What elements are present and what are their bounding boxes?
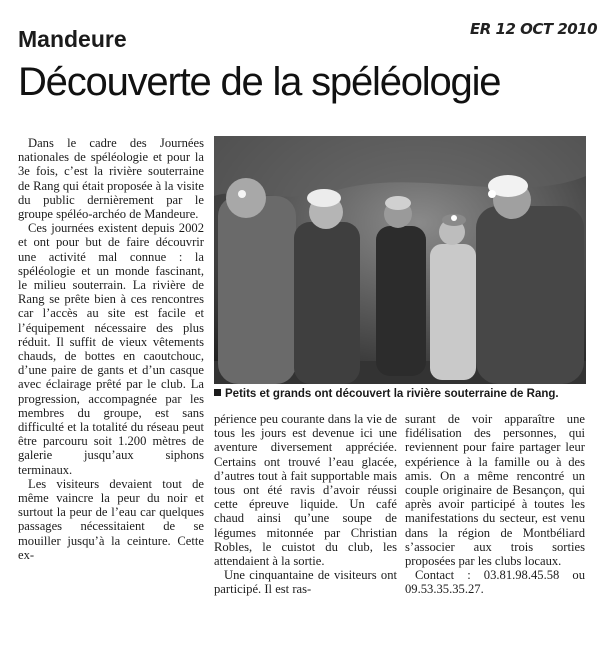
handwritten-date-annotation: ER 12 OCT 2010 (470, 20, 598, 38)
article-column-3 (405, 412, 585, 597)
locality-heading: Mandeure (18, 26, 127, 52)
article-column-1 (18, 136, 204, 562)
paragraph: surant de voir apparaître une fidélisation des personnes, qui reviennent pour faire partager leur expérience à la famille ou à des amis. On a même rencontré un couple originaire de Besançon, qui après avoir participé à toutes les manifestations du secteur, est venu dans la région de Montbéliard s’associer aux trois sorties proposées par les clubs locaux. (405, 412, 585, 569)
article-photo (214, 136, 586, 384)
article-headline: Découverte de la spéléologie (18, 60, 501, 104)
paragraph: Les visiteurs devaient tout de même vaincre la peur du noir et surtout la peur de l’eau car quelques passages nécessitaient de se mouiller jusqu’à la ceinture. Cette ex- (18, 476, 204, 562)
contact-line: Contact : 03.81.98.45.58 ou 09.53.35.35.27. (405, 568, 585, 597)
paragraph: périence peu courante dans la vie de tous les jours est devenue ici une aventure diversement appréciée. Certains ont trouvé l’eau glacée, d’autres tout à fait supportable mais tous ont été ravis d’avoir réussi cette épreuve liquide. Un café chaud ainsi qu’une soupe de légumes mitonnée par Christian Robles, le cuistot du club, les attendaient à la sortie. (214, 412, 397, 569)
photo-caption (214, 388, 586, 400)
photo-caption-text: Petits et grands ont découvert la rivière souterraine de Rang. (225, 388, 559, 400)
article-column-2 (214, 412, 397, 597)
paragraph: Une cinquantaine de visiteurs ont participé. Il est ras- (214, 568, 397, 597)
cave-explorers-image (214, 136, 586, 384)
paragraph: Ces journées existent depuis 2002 et ont pour but de faire découvrir une activité mal connue : la spéléologie et un monde fascinant, le milieu souterrain. La rivière de Rang se prête bien à ces rencontres car l’accès au site est facile et l’équipement nécessaire des plus réduit. Il suffit de vieux vêtements chauds, de bottes en caoutchouc, d’une paire de gants et d’un casque avec éclairage prêté par le club. La progression, accompagnée par les membres du groupe, est sans difficulté et la totalité du réseau peut être parcouru soit 1.200 mètres de galerie jusqu’aux siphons terminaux. (18, 221, 204, 477)
bullet-square-icon (214, 389, 221, 396)
paragraph: Dans le cadre des Journées nationales de spéléologie et pour la 3e fois, c’est la rivière souterraine de Rang qui était proposée à la visite du public dernièrement par le groupe spéléo-archéo de Mandeure. (18, 136, 204, 222)
